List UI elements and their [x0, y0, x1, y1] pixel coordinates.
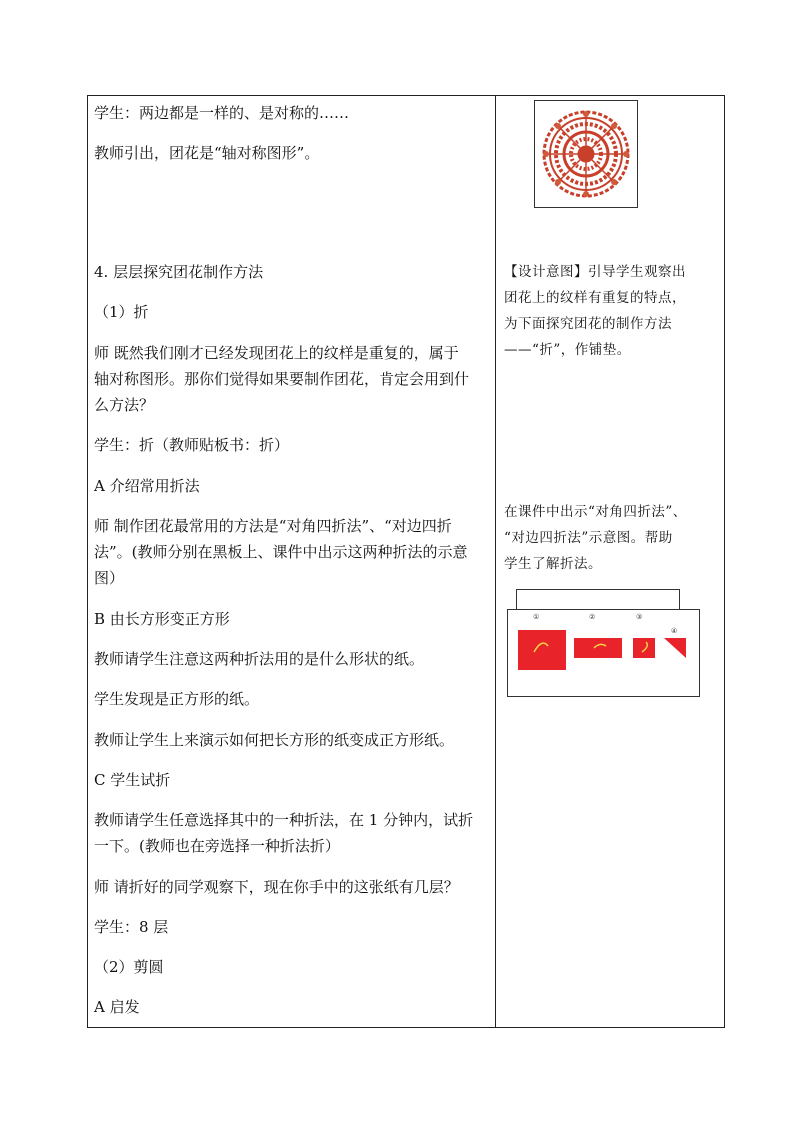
courseware-note-line: “对边四折法”示意图。帮助 — [504, 530, 673, 546]
text-line: 学生：折（教师贴板书：折） — [94, 436, 290, 454]
paper-cut-flower-image — [534, 100, 638, 208]
column-divider — [495, 96, 496, 1027]
text-line: 教师让学生上来演示如何把长方形的纸变成正方形纸。 — [94, 731, 455, 749]
step-heading: A 介绍常用折法 — [94, 477, 200, 495]
text-line: 学生发现是正方形的纸。 — [94, 690, 260, 708]
design-intent-line: ——“折”，作铺垫。 — [504, 342, 631, 358]
text-line: 么方法？ — [94, 396, 155, 414]
text-line: 学生：8 层 — [94, 918, 169, 936]
step-heading: A 启发 — [94, 998, 140, 1016]
paper-square-step3 — [633, 638, 655, 658]
design-intent-line: 为下面探究团花的制作方法 — [504, 316, 672, 332]
step-heading: C 学生试折 — [94, 771, 171, 789]
folding-diagram-back-slide — [516, 589, 680, 611]
text-line: 教师请学生任意选择其中的一种折法，在 1 分钟内，试折 — [94, 811, 474, 829]
text-line: 教师请学生注意这两种折法用的是什么形状的纸。 — [94, 650, 425, 668]
design-intent-line: 团花上的纹样有重复的特点， — [504, 290, 686, 306]
courseware-note-line: 在课件中出示“对角四折法”、 — [504, 504, 687, 520]
text-line: 教师引出，团花是“轴对称图形”。 — [94, 144, 320, 162]
flower-pattern-icon — [535, 101, 637, 207]
subsection-heading: （2）剪圆 — [94, 958, 164, 976]
paper-square-step1 — [518, 630, 566, 670]
courseware-note-line: 学生了解折法。 — [504, 556, 602, 572]
paper-rect-step2 — [574, 638, 622, 658]
section-heading: 4. 层层探究团花制作方法 — [94, 263, 264, 281]
design-intent-line: 【设计意图】引导学生观察出 — [504, 264, 686, 280]
subsection-heading: （1）折 — [94, 303, 149, 321]
text-line: 图） — [94, 569, 125, 587]
step-number-4: ④ — [671, 627, 678, 635]
step-number-1: ① — [533, 613, 540, 621]
text-line: 师 请折好的同学观察下，现在你手中的这张纸有几层？ — [94, 878, 459, 896]
text-line: 法”。(教师分别在黑板上、课件中出示这两种折法的示意 — [94, 543, 468, 561]
text-line: 轴对称图形。那你们觉得如果要制作团花，肯定会用到什 — [94, 370, 470, 388]
step-heading: B 由长方形变正方形 — [94, 610, 230, 628]
paper-triangle-step4 — [664, 638, 686, 658]
folding-steps-diagram — [508, 610, 699, 696]
text-line: 学生：两边都是一样的、是对称的…… — [94, 104, 350, 122]
step-number-2: ② — [589, 613, 596, 621]
step-number-3: ③ — [636, 613, 643, 621]
text-line: 师 既然我们刚才已经发现团花上的纹样是重复的，属于 — [94, 344, 459, 362]
lesson-table — [87, 95, 725, 1028]
text-line: 一下。(教师也在旁选择一种折法折） — [94, 837, 340, 855]
folding-diagram-image — [507, 609, 700, 697]
text-line: 师 制作团花最常用的方法是“对角四折法”、“对边四折 — [94, 517, 452, 535]
